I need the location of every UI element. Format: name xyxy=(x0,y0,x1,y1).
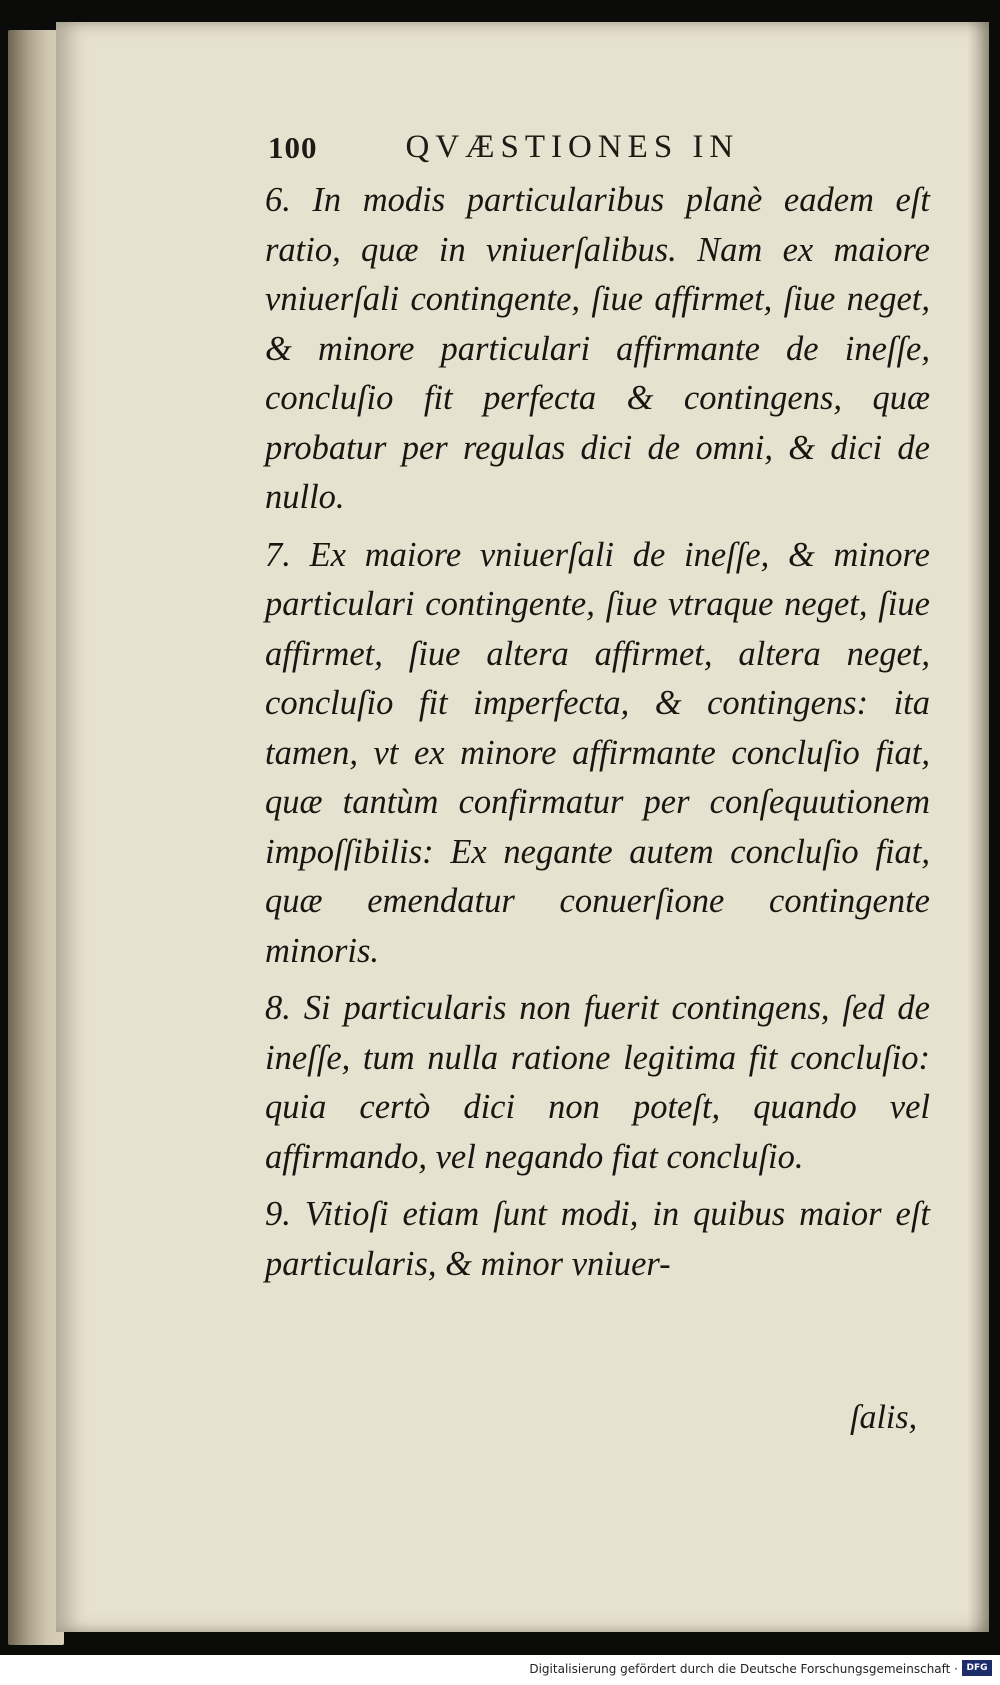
paragraph-9: 9. Vitioſi etiam ſunt modi, in quibus maior eſt particularis, & minor vniuer- xyxy=(265,1195,930,1283)
catchword: ſalis, xyxy=(850,1399,918,1436)
dfg-logo: DFG xyxy=(962,1660,992,1676)
running-title: QVÆSTIONES IN xyxy=(405,129,740,165)
paragraph-6: 6. In modis particularibus planè eadem eſt ratio, quæ in vniuerſalibus. Nam ex maiore vniuerſali contingente, ſiue affirmet, ſiue neget, & minore particulari affirmante de ineſſe, concluſio fit perfecta & contingens, quæ probatur per regulas dici de omni, & dici de nullo. xyxy=(265,181,930,516)
paragraph-8: 8. Si particularis non fuerit contingens, ſed de ineſſe, tum nulla ratione legitima fit concluſio: quia certò dici non poteſt, quando vel affirmando, vel negando fiat concluſio. xyxy=(265,989,930,1176)
page-number: 100 xyxy=(268,130,318,165)
paragraph-7: 7. Ex maiore vniuerſali de ineſſe, & minore particulari contingente, ſiue vtraque neget, ſiue affirmet, ſiue altera affirmet, altera neget, concluſio fit imperfecta, & contingens: ita tamen, vt ex minore affirmante concluſio fiat, quæ tantùm confirmatur per conſequutionem impoſſibilis: Ex negante autem concluſio fiat, quæ emendatur conuerſione contingente minoris. xyxy=(265,535,930,970)
page-header xyxy=(268,118,888,166)
footer-credit: Digitalisierung gefördert durch die Deutsche Forschungsgemeinschaft · xyxy=(529,1662,958,1676)
page-gutter-shadow xyxy=(967,22,989,1632)
body-text xyxy=(265,176,930,1289)
